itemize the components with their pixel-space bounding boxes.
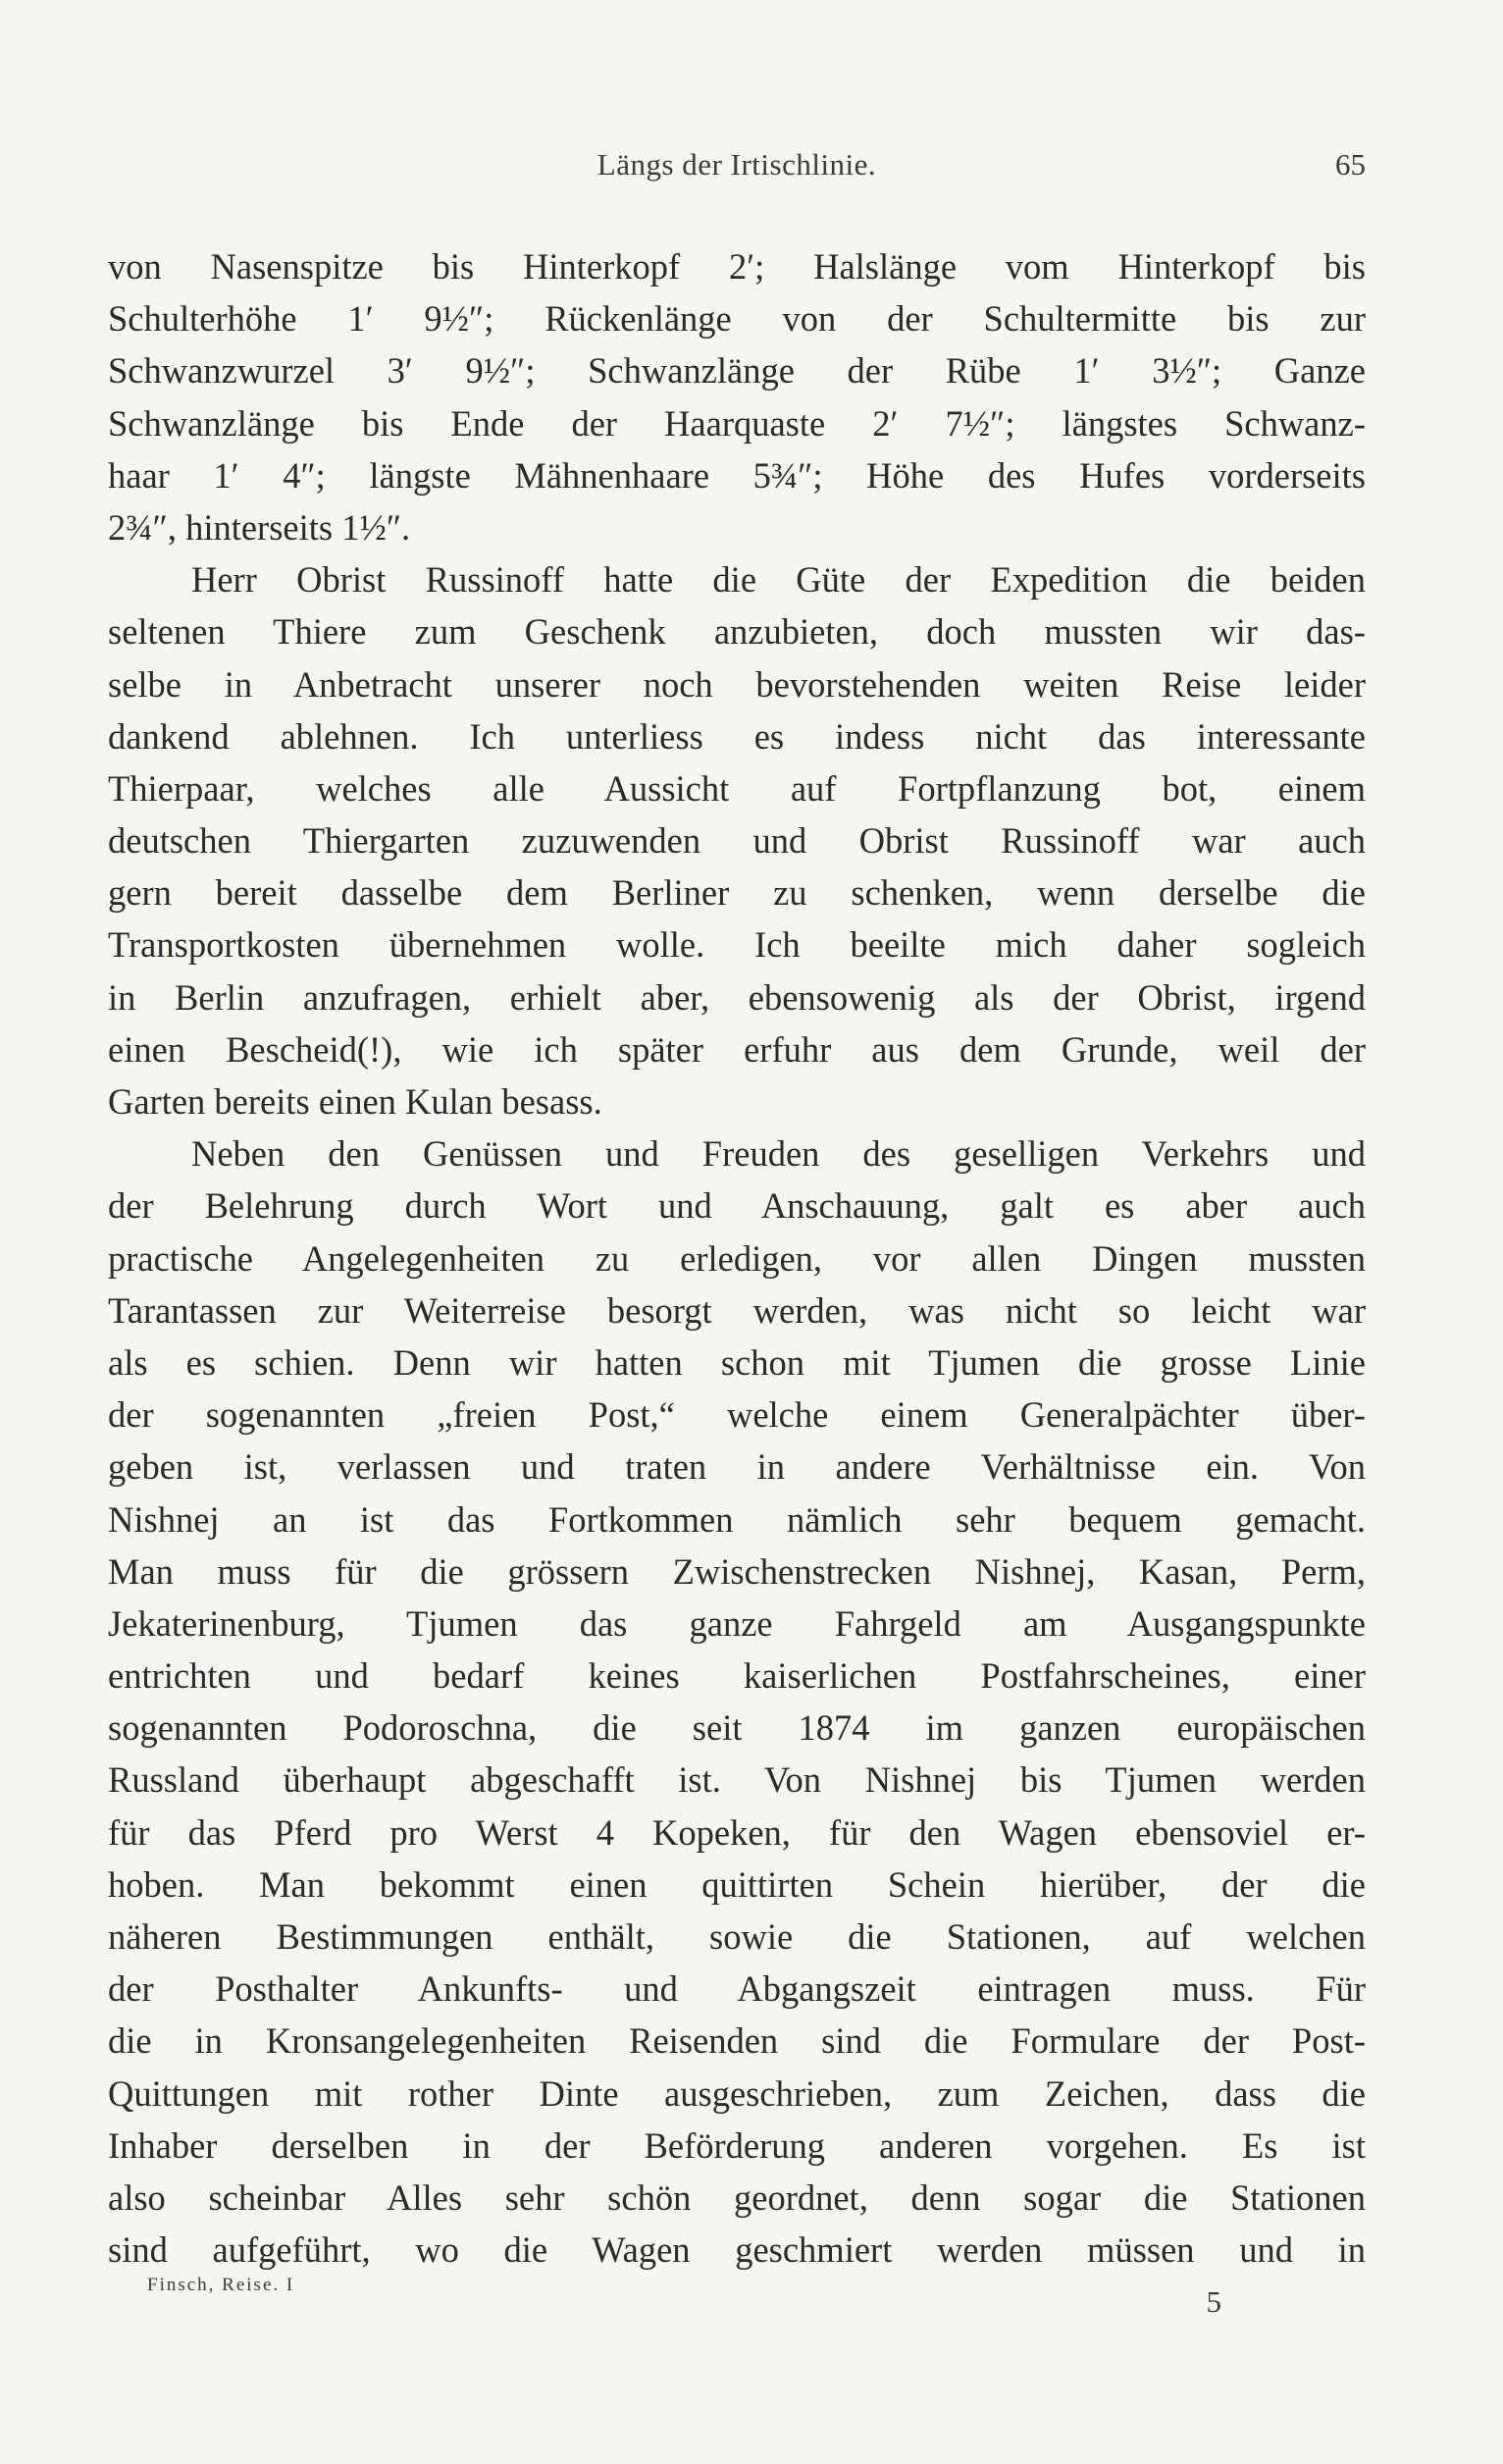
text-line: sogenannten Podoroschna, die seit 1874 im ganzen europäischen bbox=[108, 1707, 1366, 1749]
text-line: näheren Bestimmungen enthält, sowie die Stationen, auf welchen bbox=[108, 1916, 1366, 1957]
text-line: Schwanzlänge bis Ende der Haarquaste 2′ 7½″; längstes Schwanz- bbox=[108, 402, 1366, 444]
text-line: Garten bereits einen Kulan besass. bbox=[108, 1081, 602, 1122]
text-line: Neben den Genüssen und Freuden des geselligen Verkehrs und bbox=[191, 1133, 1366, 1175]
text-line: Jekaterinenburg, Tjumen das ganze Fahrgeld am Ausgangspunkte bbox=[108, 1602, 1366, 1644]
paragraph bbox=[108, 240, 1366, 553]
text-line: in Berlin anzufragen, erhielt aber, ebensowenig als der Obrist, irgend bbox=[108, 976, 1366, 1018]
text-line: practische Angelegenheiten zu erledigen, vor allen Dingen mussten bbox=[108, 1237, 1366, 1279]
text-line: Nishnej an ist das Fortkommen nämlich sehr bequem gemacht. bbox=[108, 1498, 1366, 1540]
running-title: Längs der Irtischlinie. bbox=[596, 147, 877, 182]
text-line: dankend ablehnen. Ich unterliess es indess nicht das interessante bbox=[108, 715, 1366, 757]
body-text bbox=[108, 240, 1366, 2276]
text-line: Quittungen mit rother Dinte ausgeschrieben, zum Zeichen, dass die bbox=[108, 2072, 1366, 2114]
paragraph bbox=[108, 553, 1366, 1127]
text-line: haar 1′ 4″; längste Mähnenhaare 5¾″; Höhe des Hufes vorderseits bbox=[108, 454, 1366, 496]
text-line: seltenen Thiere zum Geschenk anzubieten, doch mussten wir das- bbox=[108, 611, 1366, 653]
sheet-number: 5 bbox=[1206, 2284, 1221, 2319]
text-line: entrichten und bedarf keines kaiserlichen Postfahrscheines, einer bbox=[108, 1655, 1366, 1697]
text-line: also scheinbar Alles sehr schön geordnet, denn sogar die Stationen bbox=[108, 2176, 1366, 2218]
text-line: der Belehrung durch Wort und Anschauung, galt es aber auch bbox=[108, 1185, 1366, 1227]
text-line: der Posthalter Ankunfts- und Abgangszeit eintragen muss. Für bbox=[108, 1968, 1366, 2010]
text-line: Man muss für die grössern Zwischenstrecken Nishnej, Kasan, Perm, bbox=[108, 1550, 1366, 1592]
text-line: der sogenannten „freien Post,“ welche einem Generalpächter über- bbox=[108, 1394, 1366, 1436]
text-line: einen Bescheid(!), wie ich später erfuhr aus dem Grunde, weil der bbox=[108, 1028, 1366, 1070]
text-line: Transportkosten übernehmen wolle. Ich beeilte mich daher sogleich bbox=[108, 924, 1366, 966]
text-line: deutschen Thiergarten zuzuwenden und Obrist Russinoff war auch bbox=[108, 820, 1366, 862]
text-line: die in Kronsangelegenheiten Reisenden sind die Formulare der Post- bbox=[108, 2020, 1366, 2062]
text-line: als es schien. Denn wir hatten schon mit Tjumen die grosse Linie bbox=[108, 1341, 1366, 1383]
paragraph bbox=[108, 1127, 1366, 2276]
text-line: Schulterhöhe 1′ 9½″; Rückenlänge von der Schultermitte bis zur bbox=[108, 298, 1366, 340]
text-line: gern bereit dasselbe dem Berliner zu schenken, wenn derselbe die bbox=[108, 872, 1366, 914]
text-line: Russland überhaupt abgeschafft ist. Von Nishnej bis Tjumen werden bbox=[108, 1759, 1366, 1801]
text-line: selbe in Anbetracht unserer noch bevorstehenden weiten Reise leider bbox=[108, 663, 1366, 705]
text-line: für das Pferd pro Werst 4 Kopeken, für den Wagen ebensoviel er- bbox=[108, 1811, 1366, 1853]
running-head bbox=[108, 147, 1366, 196]
text-line: Thierpaar, welches alle Aussicht auf Fortpflanzung bot, einem bbox=[108, 767, 1366, 809]
text-line: Herr Obrist Russinoff hatte die Güte der Expedition die beiden bbox=[191, 559, 1366, 601]
text-line: Tarantassen zur Weiterreise besorgt werden, was nicht so leicht war bbox=[108, 1289, 1366, 1331]
page-footer bbox=[147, 2275, 1221, 2319]
text-line: hoben. Man bekommt einen quittirten Schein hierüber, der die bbox=[108, 1863, 1366, 1905]
text-line: geben ist, verlassen und traten in andere Verhältnisse ein. Von bbox=[108, 1446, 1366, 1488]
text-line: von Nasenspitze bis Hinterkopf 2′; Halslänge vom Hinterkopf bis bbox=[108, 246, 1366, 287]
page-number: 65 bbox=[1335, 147, 1366, 182]
text-line: sind aufgeführt, wo die Wagen geschmiert werden müssen und in bbox=[108, 2229, 1366, 2271]
text-line: Schwanzwurzel 3′ 9½″; Schwanzlänge der Rübe 1′ 3½″; Ganze bbox=[108, 350, 1366, 392]
text-line: Inhaber derselben in der Beförderung anderen vorgehen. Es ist bbox=[108, 2124, 1366, 2166]
text-line: 2¾″, hinterseits 1½″. bbox=[108, 506, 411, 548]
printer-signature: Finsch, Reise. I bbox=[147, 2275, 295, 2295]
